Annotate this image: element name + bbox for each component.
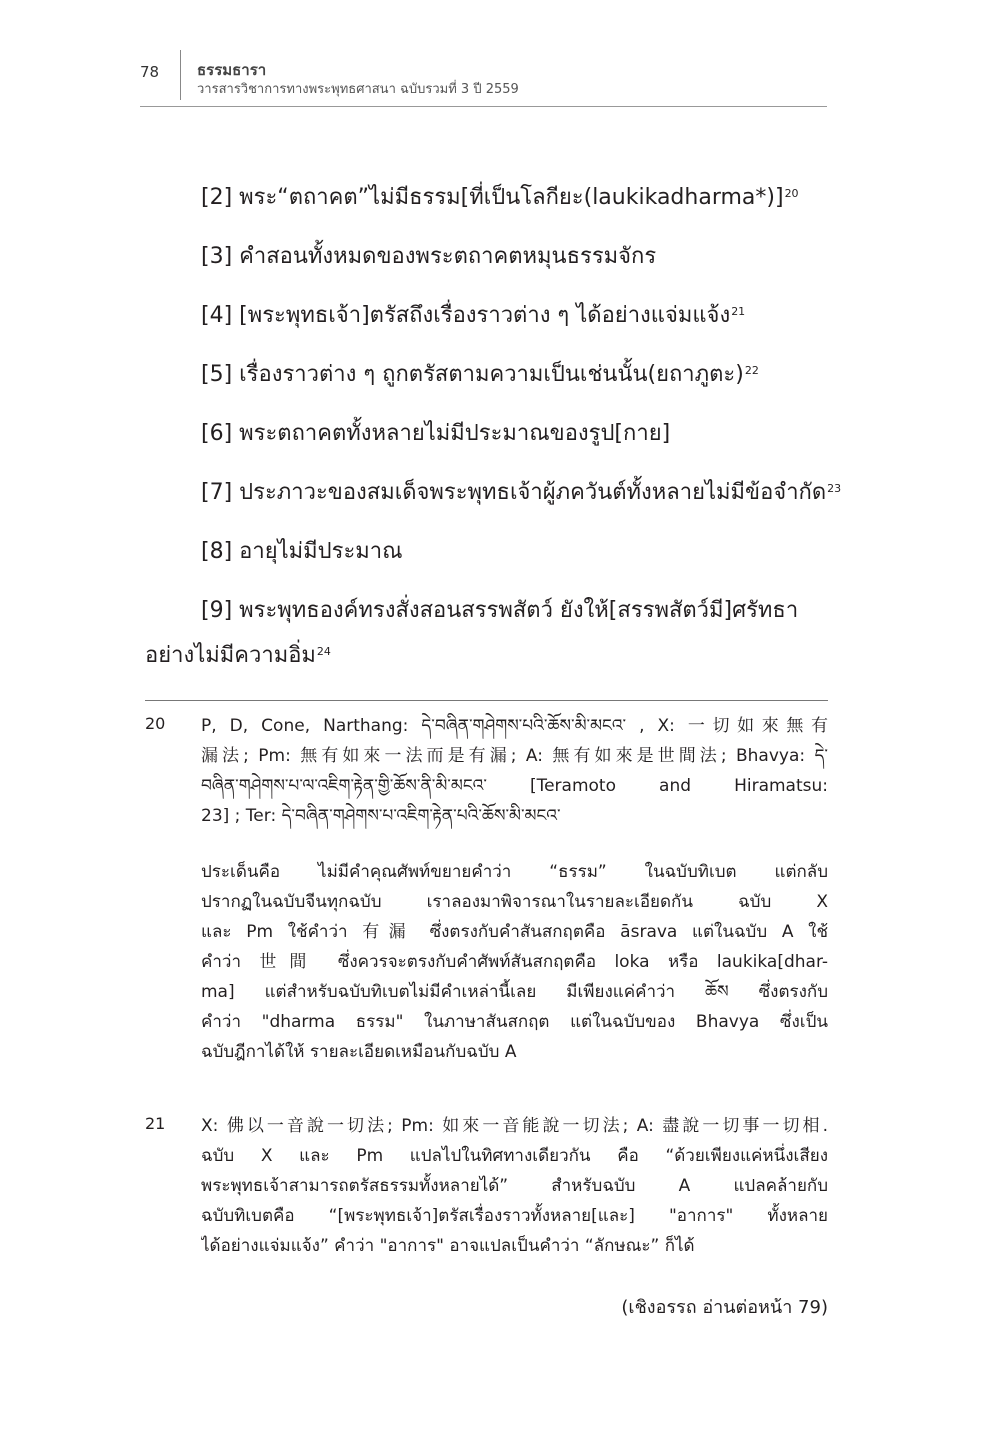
list-item [201, 596, 798, 626]
item-text: อย่างไม่มีความอิ่ม [145, 643, 316, 668]
item-text: [2] พระ“ตถาคต”ไม่มีธรรม[ที่เป็นโลกียะ(laukikadharma*)] [201, 185, 784, 210]
footnote-line: 漏法; Pm: 無有如來一法而是有漏; A: 無有如來是世間法; Bhavya: དེ་ [201, 746, 828, 766]
list-item [201, 360, 759, 390]
list-item [201, 537, 403, 567]
footnote-commentary [201, 857, 828, 1067]
page-number: 78 [140, 63, 160, 81]
page-header [0, 0, 1000, 110]
footnote-ref[interactable]: 21 [731, 305, 746, 318]
footnote-ref[interactable]: 23 [827, 482, 842, 495]
item-text: [4] [พระพุทธเจ้า]ตรัสถึงเรื่องราวต่าง ๆ ได้อย่างแจ่มแจ้ง [201, 303, 731, 328]
footnote-ref[interactable]: 22 [744, 364, 759, 377]
footnote-line: ได้อย่างแจ่มแจ้ง” คำว่า "อาการ" อาจแปลเป็นคำว่า “ลักษณะ” ก็ได้ [201, 1236, 695, 1256]
list-item [201, 242, 656, 272]
journal-title: ธรรมธารา [197, 61, 267, 79]
list-item [201, 478, 841, 508]
item-text: [8] อายุไม่มีประมาณ [201, 539, 403, 564]
list-item-continuation [145, 641, 331, 671]
list-item [201, 301, 745, 331]
footnote-body [201, 711, 828, 831]
footnote-line: X: 佛以一音說一切法; Pm: 如來一音能說一切法; A: 盡說一切事一切相. [201, 1116, 828, 1136]
continuation-note: (เชิงอรรถ อ่านต่อหน้า 79) [621, 1297, 828, 1318]
commentary-line: คำว่า 世間 ซึ่งควรจะตรงกับคำศัพท์สันสกฤตคือ loka หรือ laukika[dhar- [201, 952, 828, 972]
footnote-line: ฉบับทิเบตคือ “[พระพุทธเจ้า]ตรัสเรื่องราวทั้งหลาย[และ] "อาการ" ทั้งหลาย [201, 1206, 828, 1226]
footnote-number: 21 [145, 1114, 166, 1133]
footnote-line: ฉบับ X และ Pm แปลไปในทิศทางเดียวกัน คือ “ด้วยเพียงแค่หนึ่งเสียง [201, 1146, 828, 1166]
footnote-line: 23] ; Ter: དེ་བཞིན་གཤེགས་པ་འཇིག་རྟེན་པའི་ཆོས་མི་མངའ་ [201, 806, 561, 826]
item-text: [7] ประภาวะของสมเด็จพระพุทธเจ้าผู้ภควันต์ทั้งหลายไม่มีข้อจำกัด [201, 480, 827, 505]
item-text: [3] คำสอนทั้งหมดของพระตถาคตหมุนธรรมจักร [201, 244, 657, 269]
commentary-line: คำว่า "dharma ธรรม" ในภาษาสันสกฤต แต่ในฉบับของ Bhavya ซึ่งเป็น [201, 1012, 828, 1032]
footnote-ref[interactable]: 24 [316, 645, 331, 658]
list-item [201, 183, 799, 213]
item-text: [5] เรื่องราวต่าง ๆ ถูกตรัสตามความเป็นเช่นนั้น(ยถาภูตะ) [201, 362, 744, 387]
commentary-line: และ Pm ใช้คำว่า 有漏 ซึ่งตรงกับคำสันสกฤตคือ āsrava แต่ในฉบับ A ใช้ [201, 922, 828, 942]
commentary-line: ปรากฏในฉบับจีนทุกฉบับ เราลองมาพิจารณาในรายละเอียดกัน ฉบับ X [201, 892, 828, 912]
commentary-line: ma] แต่สำหรับฉบับทิเบตไม่มีคำเหล่านี้เลย มีเพียงแค่คำว่า ཆོས ซึ่งตรงกับ [201, 982, 828, 1002]
item-text: [6] พระตถาคตทั้งหลายไม่มีประมาณของรูป[กาย] [201, 421, 671, 446]
list-item [201, 419, 670, 449]
footnote-line: བཞིན་གཤེགས་པ་ལ་འཇིག་རྟེན་གྱི་ཆོས་ནི་མི་མངའ་ [Teramoto and Hiramatsu: [201, 776, 828, 796]
footnote-ref[interactable]: 20 [784, 187, 799, 200]
header-divider [180, 50, 181, 100]
footnote-number: 20 [145, 714, 166, 733]
footnote-line: พระพุทธเจ้าสามารถตรัสธรรมทั้งหลายได้” สำหรับฉบับ A แปลคล้ายกับ [201, 1176, 828, 1196]
footnote-divider [145, 700, 828, 701]
footnote-line: P, D, Cone, Narthang: དེ་བཞིན་གཤེགས་པའི་ཆོས་མི་མངའ་ , X: 一切如來無有 [201, 716, 828, 736]
item-text: [9] พระพุทธองค์ทรงสั่งสอนสรรพสัตว์ ยังให้[สรรพสัตว์มี]ศรัทธา [201, 598, 799, 623]
commentary-line: ประเด็นคือ ไม่มีคำคุณศัพท์ขยายคำว่า “ธรรม” ในฉบับทิเบต แต่กลับ [201, 862, 828, 882]
header-rule [140, 106, 827, 107]
commentary-line: ฉบับฎีกาได้ให้ รายละเอียดเหมือนกับฉบับ A [201, 1042, 517, 1062]
journal-subtitle: วารสารวิชาการทางพระพุทธศาสนา ฉบับรวมที่ 3 ปี 2559 [197, 82, 519, 97]
footnote-body [201, 1111, 828, 1261]
